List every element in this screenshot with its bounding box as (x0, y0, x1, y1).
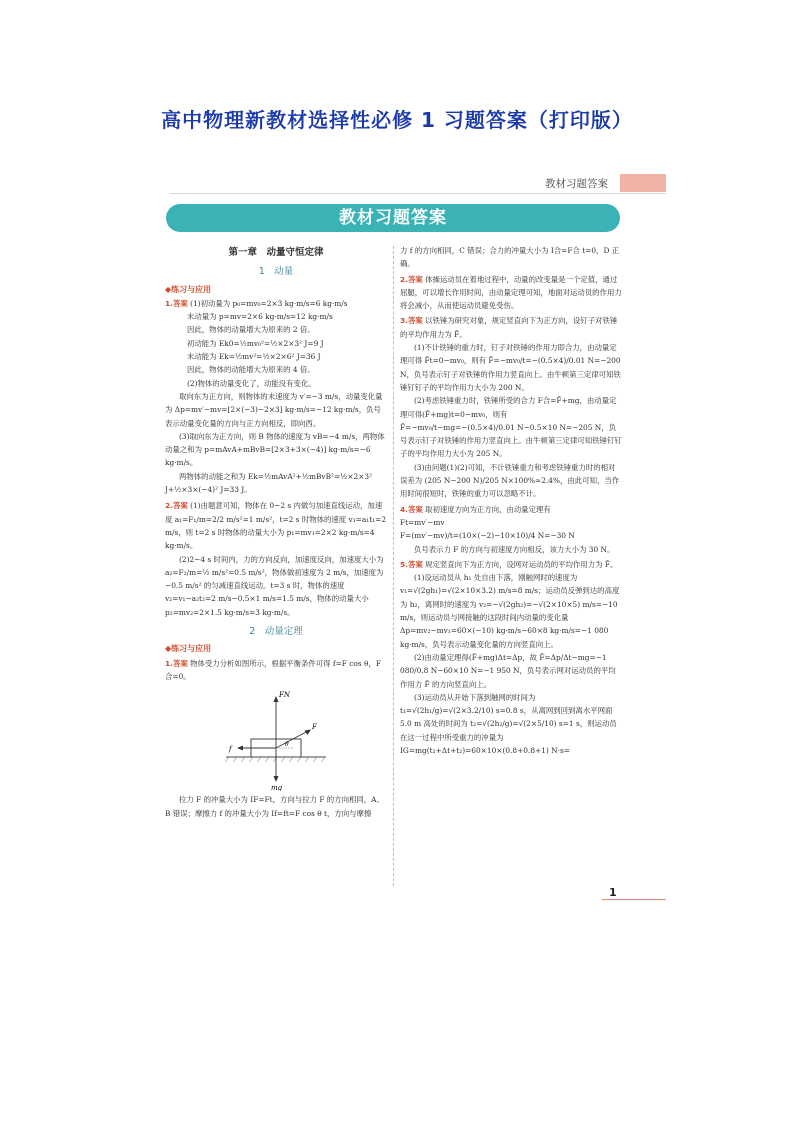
column-divider (393, 246, 394, 886)
answer-paragraph: 以铁锤为研究对象，规定竖直向下为正方向，设钉子对铁锤的平均作用力为 F̄。 (400, 316, 618, 339)
answer-paragraph: 规定竖直向下为正方向，设网对运动员的平均作用力为 F̄。 (425, 559, 618, 569)
answer-tag: 2.答案 (400, 274, 423, 284)
answer-line: 因此，物体的动量增大为原来的 2 倍。 (187, 325, 315, 335)
normal-force-head (274, 696, 279, 702)
answer-paragraph: (1)不计铁锤的重力时，钉子对铁锤的作用力即合力，由动量定理可得 F̄t=0−mv₀，则有 F̄=−mv₀/t=−(0.5×4)/0.01 N=−200 N，负号表示钉子对铁锤的作用力竖直向上。由牛顿第三定律可知铁锤钉钉子的平均作用力大小为 200 N。 (400, 343, 621, 392)
answer-paragraph: 取向东为正方向，则物体的末速度为 v′=−3 m/s，动量变化量为 Δp=mv′−mv=[2×(−3)−2×3] kg·m/s=−12 kg·m/s，负号表示动量变化量的方向与正方向相反，即向西。 (165, 391, 383, 428)
answer-line: 初动能为 Ek0=½mv₀²=½×2×3² J=9 J (187, 338, 324, 348)
answer-paragraph: (2)由动量定理得(F̄+mg)Δt=Δp，故 F̄=Δp/Δt−mg=−1 080/0.8 N−60×10 N=−1 950 N，负号表示网对运动员的平均作用力 F̄ 的方向竖直向上。 (400, 652, 616, 689)
answer-tag: 4.答案 (400, 504, 423, 514)
label-fn: FN (279, 691, 290, 700)
section-title-2: 2 动量定理 (249, 626, 303, 638)
answer-tag: 1.答案 (165, 658, 188, 668)
force-diagram (221, 687, 331, 791)
answer-line: 取初速度方向为正方向，由动量定理有 (425, 504, 551, 514)
right-column (400, 244, 622, 757)
answer-paragraph: 力 f 的方向相同，C 错误；合力的冲量大小为 I合=F合 t=0，D 正确。 (400, 246, 620, 269)
left-column (165, 244, 387, 820)
answer-tag: 2.答案 (165, 501, 188, 511)
header-tab-decoration (620, 174, 666, 192)
answer-paragraph: 物体受力分析如图所示，根据平衡条件可得 f=F cos θ，F合=0。 (165, 658, 381, 681)
answer-paragraph: (2)2~4 s 时间内，力的方向反向，加速度反向，加速度大小为 a₂=F₂/m=½ m/s²=0.5 m/s²，物体做初速度为 2 m/s，加速度为−0.5 m/s² 的匀减速直线运动。t=3 s 时，物体的速度 v₂=v₁−a₂t₂=2 m/s−0.5×1 m/s=1.5 m/s，物体的动量大小 p₂=mv₂=2×1.5 kg·m/s=3 kg·m/s。 (165, 554, 384, 617)
page-number: 1 (609, 886, 617, 899)
answer-tag: 3.答案 (400, 316, 423, 326)
answer-line: (2)物体的动量变化了，动能没有变化。 (187, 378, 316, 388)
label-friction: f (229, 745, 232, 754)
answer-paragraph: (3)运动员从开始下落到触网的时间为 t₁=√(2h₁/g)=√(2×3.2/10) s=0.8 s，从离网到回到离水平网面 5.0 m 高处的时间为 t₂=√(2h₂/g)=√(2×5/10) s=1 s，则运动员在这一过程中所受重力的冲量为 IG=mg(t₁+Δt+t₂)=60×10×(0.8+0.8+1) N·s= (400, 692, 617, 755)
answer-paragraph: (1)设运动员从 h₁ 处自由下落，刚触网时的速度为 v₁=√(2gh₁)=√(2×10×3.2) m/s=8 m/s；运动员反弹到达的高度为 h₂，离网时的速度为 v₂=−√(2gh₂)=−√(2×10×5) m/s=−10 m/s，则运动员与网接触的这段时间内动量的变化量 Δp=mv₂−mv₁=60×(−10) kg·m/s−60×8 kg·m/s=−1 080 kg·m/s，负号表示动量变化量的方向竖直向上。 (400, 573, 620, 649)
answer-paragraph: 负号表示力 F 的方向与初速度方向相反，该力大小为 30 N。 (414, 544, 615, 554)
answer-paragraph: (2)考虑铁锤重力时，铁锤所受的合力 F合=F̄+mg，由动量定理可得(F̄+mg)t=0−mv₀，则有 F̄=−mv₀/t−mg=−(0.5×4)/0.01 N−0.5×10 N=−205 N，负号表示钉子对铁锤的作用力竖直向上。由牛顿第三定律可知铁锤钉钉子的平均作用力大小为 205 N。 (400, 396, 622, 459)
label-mg: mg (271, 784, 283, 792)
practice-heading-2: ◆练习与应用 (165, 644, 212, 654)
document-title: 高中物理新教材选择性必修 1 习题答案（打印版） (161, 108, 633, 132)
page-number-rule (602, 899, 666, 900)
answer-tag: 5.答案 (400, 559, 423, 569)
answer-paragraph: 两物体的动能之和为 Ek=½mAvA²+½mBvB²=½×2×3² J+½×3×(−4)² J=33 J。 (165, 471, 373, 495)
answer-paragraph: (3)由问题(1)(2)可知，不计铁锤重力和考虑铁锤重力时的相对误差为 (205 N−200 N)/205 N×100%≈2.4%，由此可知，当作用时间很短时，铁锤的重力可以忽略不计。 (400, 462, 620, 499)
answer-line: (1)初动量为 p₀=mv₀=2×3 kg·m/s=6 kg·m/s (190, 298, 348, 308)
answer-line: Ft=mv′−mv (400, 517, 445, 527)
answer-paragraph: (1)由题意可知，物体在 0~2 s 内做匀加速直线运动，加速度 a₁=F₁/m=2/2 m/s²=1 m/s²，t=2 s 时物体的速度 v₁=a₁t₁=2 m/s，则 t=2 s 时物体的动量大小为 p₁=mv₁=2×2 kg·m/s=4 kg·m/s。 (165, 501, 387, 551)
gravity-head (274, 776, 279, 782)
ground-hatching (225, 757, 325, 762)
section-title-1: 1 动量 (258, 266, 294, 278)
answer-line: 末动量为 p=mv=2×6 kg·m/s=12 kg·m/s (187, 312, 333, 322)
answer-tag: 1.答案 (165, 298, 188, 308)
label-f-pull: F (312, 723, 317, 732)
answer-line: 末动能为 Ek=½mv²=½×2×6² J=36 J (187, 352, 321, 362)
practice-heading-1: ◆练习与应用 (165, 284, 212, 294)
header-label: 教材习题答案 (545, 178, 608, 190)
answer-paragraph: 拉力 F 的冲量大小为 IF=Ft，方向与拉力 F 的方向相同，A、B 错误；摩擦力 f 的冲量大小为 If=ft=F cos θ t，方向与摩擦 (165, 795, 384, 818)
answer-paragraph: (3)取向东为正方向，则 B 物体的速度为 vB=−4 m/s，两物体动量之和为 p=mAvA+mBvB=[2×3+3×(−4)] kg·m/s=−6 kg·m/s。 (165, 431, 385, 468)
section-banner: 教材习题答案 (166, 204, 620, 232)
header-divider (170, 193, 666, 194)
answer-line: F=(mv′−mv)/t=(10×(−2)−10×10)/4 N=−30 N (400, 531, 575, 541)
friction-head (237, 746, 243, 751)
answer-paragraph: 体操运动员在着地过程中，动量的改变量是一个定值，通过屈腿，可以增长作用时间，由动量定理可知，地面对运动员的作用力将会减小，从而使运动员避免受伤。 (400, 274, 622, 311)
label-theta: θ (285, 741, 289, 749)
chapter-title: 第一章 动量守恒定律 (228, 247, 324, 258)
answer-line: 因此，物体的动能增大为原来的 4 倍。 (187, 365, 315, 375)
